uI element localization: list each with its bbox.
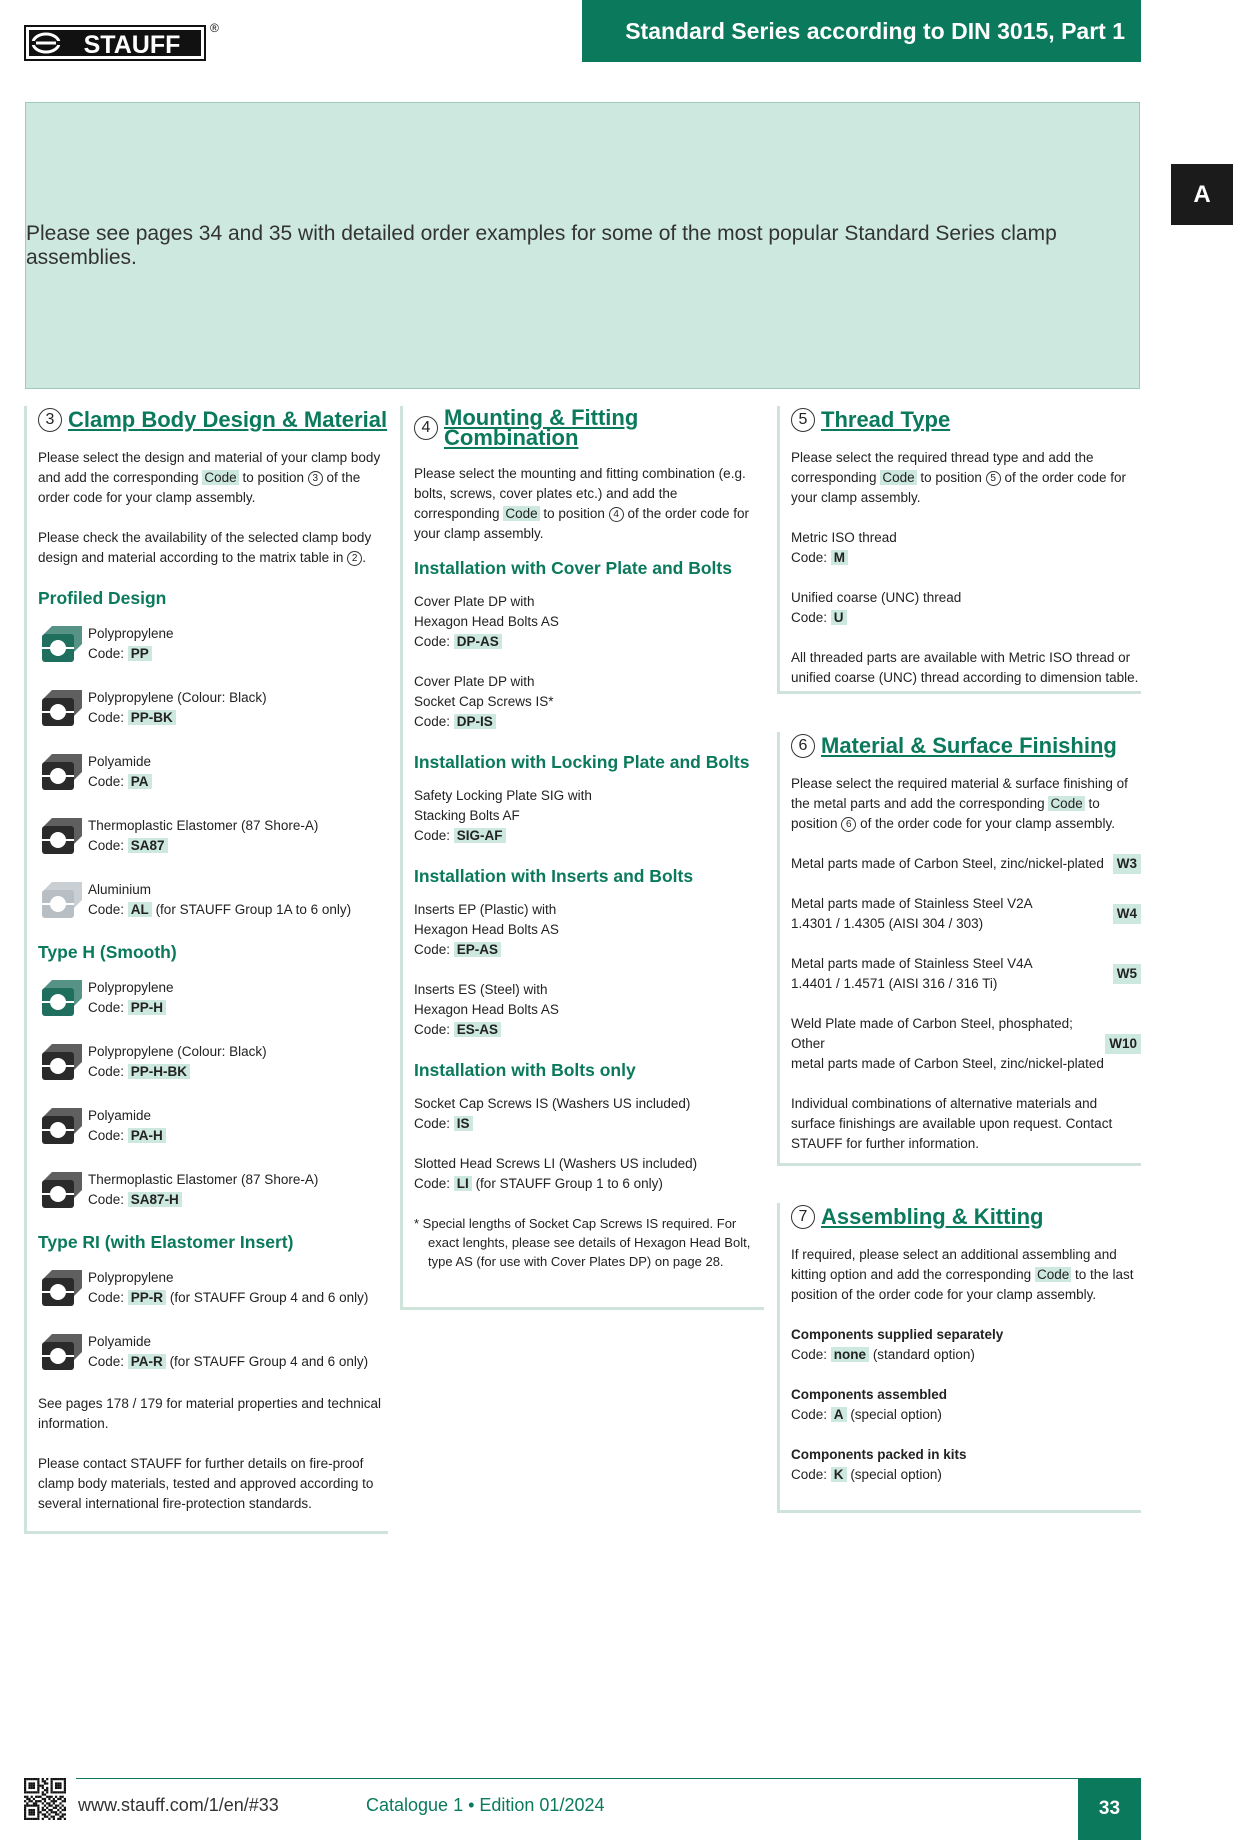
material-line: metal parts made of Carbon Steel, zinc/nickel-plated [791,1056,1104,1071]
option-line: Socket Cap Screws IS (Washers US included) [414,1096,691,1111]
mounting-option [414,980,764,1040]
footer-rule [76,1778,1141,1779]
product-name: Polypropylene [88,980,174,995]
product-code-line [88,644,174,664]
material-list [791,854,1141,1074]
mounting-group-heading: Installation with Cover Plate and Bolts [414,558,732,578]
product-code-line [88,1190,318,1210]
product-text [88,1170,318,1210]
code-label: Code: [88,1064,125,1079]
assembling-label: Components supplied separately [791,1327,1004,1342]
product-item [38,1168,388,1212]
section-intro: Please select the required thread type and add the corresponding Code to position 5 of the order code for your clamp assembly. [791,450,1127,505]
material-line: Metal parts made of Stainless Steel V4A [791,956,1033,971]
product-code: PP-R [128,1290,166,1305]
section-title: Assembling & Kitting [821,1204,1044,1229]
product-code: AL [128,902,152,917]
product-item [38,814,388,858]
section-number: 7 [791,1205,815,1229]
code-label: Code: [791,550,828,565]
material-code: W5 [1113,964,1141,984]
mounting-option [414,786,764,846]
code-label: Code: [791,1347,828,1362]
section-thread-type [777,406,1141,694]
mounting-group-heading: Installation with Locking Plate and Bolts [414,752,750,772]
assembling-list [791,1325,1141,1485]
product-item [38,878,388,922]
code-label: Code: [791,610,828,625]
section-clamp-body [24,406,388,1534]
section-intro: If required, please select an additional assembling and kitting option and add the corresponding Code to the last position of the order code for your clamp assembly. [791,1247,1134,1302]
section-intro: Please select the mounting and fitting combination (e.g. bolts, screws, cover plates etc.) and add the corresponding Code to position 4 of the order code for your clamp assembly. [414,466,750,541]
availability-note: Please check the availability of the selected clamp body design and material according to the matrix table in 2 . [38,530,372,565]
product-item [38,1330,388,1374]
product-code: PP-H [128,1000,166,1015]
assembling-code-line [791,1465,1141,1485]
product-code: PP-H-BK [128,1064,190,1079]
thread-code-line [791,548,1141,568]
type-ri-list [38,1266,388,1374]
section-number: 3 [38,408,62,432]
product-item [38,976,388,1020]
profiled-design-list [38,622,388,922]
section-title: Clamp Body Design & Material [68,407,388,432]
thread-list [791,528,1141,628]
assembling-code-line [791,1405,1141,1425]
option-code: EP-AS [454,942,501,957]
clamp-body-icon [38,814,84,858]
material-option [791,894,1141,934]
section-number: 4 [414,416,438,440]
code-label: Code: [414,942,451,957]
fire-proof-note: Please contact STAUFF for further details on fire-proof clamp body materials, tested and approved according to several international fire-protection standards. [38,1456,374,1511]
option-code: DP-IS [454,714,496,729]
mounting-option [414,1154,764,1194]
option-note: (for STAUFF Group 1 to 6 only) [475,1176,663,1191]
clamp-body-icon [38,1330,84,1374]
header-title-bar [582,0,1141,62]
clamp-body-icon [38,1168,84,1212]
code-label: Code: [88,710,125,725]
product-item [38,1104,388,1148]
option-code: IS [454,1116,473,1131]
assembling-code: A [831,1407,847,1422]
section-title: Mounting & Fitting Combination [444,405,639,450]
code-label: Code: [414,828,451,843]
product-text [88,978,174,1018]
section-number: 5 [791,408,815,432]
material-option [791,1014,1141,1074]
footer-catalogue: Catalogue 1 • Edition 01/2024 [366,1795,605,1815]
section-title: Material & Surface Finishing [821,733,1117,758]
option-code-line [414,940,764,960]
section-heading [414,405,764,450]
type-h-heading: Type H (Smooth) [38,942,177,962]
section-heading [38,408,388,432]
assembling-code: none [831,1347,869,1362]
product-code: PA-H [128,1128,166,1143]
product-name: Polyamide [88,1334,152,1349]
option-line: Cover Plate DP with [414,594,535,609]
option-line: Inserts EP (Plastic) with [414,902,557,917]
mounting-option [414,900,764,960]
qr-code[interactable] [24,1778,66,1820]
clamp-body-icon [38,686,84,730]
product-item [38,1266,388,1310]
assembling-label: Components packed in kits [791,1447,967,1462]
product-code: SA87 [128,838,168,853]
type-h-list [38,976,388,1212]
code-label: Code: [414,1116,451,1131]
section-title: Thread Type [821,407,951,432]
material-text [791,854,1104,874]
footnote: * Special lengths of Socket Cap Screws IS required. For exact lenghts, please see details of Hexagon Head Bolt, type AS (for use with Cover Plates DP) on page 28. [414,1216,751,1269]
thread-code: M [831,550,848,565]
code-label: Code: [414,1176,451,1191]
mounting-groups [414,558,764,1194]
code-label: Code: [88,838,125,853]
product-text [88,816,318,856]
product-item [38,686,388,730]
product-text [88,1332,368,1372]
page-number-label: 33 [1098,1798,1121,1819]
option-code: DP-AS [454,634,502,649]
svg-text:STAUFF: STAUFF [83,31,181,59]
product-name: Aluminium [88,882,152,897]
material-line: Weld Plate made of Carbon Steel, phosphated; Other [791,1016,1073,1051]
material-note: Individual combinations of alternative materials and surface finishings are available upon request. Contact STAUFF for further information. [791,1096,1113,1151]
product-item [38,1040,388,1084]
section-number: 6 [791,734,815,758]
code-label: Code: [791,1467,828,1482]
product-item [38,622,388,666]
product-code: PP-BK [128,710,176,725]
mounting-option [414,672,764,732]
product-code-line [88,708,267,728]
section-tab-label: A [1193,180,1211,208]
product-item [38,750,388,794]
product-code-line [88,998,174,1018]
product-code-line [88,1352,368,1372]
svg-text:®: ® [210,21,219,35]
product-code: PP [128,646,152,661]
material-code: W4 [1113,904,1141,924]
code-label: Code: [88,646,125,661]
assembling-note: (standard option) [872,1347,975,1362]
material-option [791,954,1141,994]
code-label: Code: [88,774,125,789]
thread-code: U [831,610,847,625]
product-code: PA [128,774,152,789]
product-code-line [88,1062,267,1082]
option-code-line [414,1020,764,1040]
mounting-option [414,592,764,652]
section-intro: Please select the required material & surface finishing of the metal parts and add the corresponding Code to position 6 of the order code for your clamp assembly. [791,776,1128,831]
option-line: Stacking Bolts AF [414,808,520,823]
clamp-body-icon [38,878,84,922]
product-name: Polypropylene [88,626,174,641]
product-note: (for STAUFF Group 4 and 6 only) [169,1290,369,1305]
assembling-code-line [791,1345,1141,1365]
option-code-line [414,712,764,732]
section-mounting [400,406,764,1310]
material-line: 1.4301 / 1.4305 (AISI 304 / 303) [791,916,984,931]
material-text [791,894,1033,934]
option-line: Slotted Head Screws LI (Washers US included) [414,1156,698,1171]
stauff-logo [24,20,220,62]
profiled-design-heading: Profiled Design [38,588,167,608]
option-code: ES-AS [454,1022,501,1037]
section-heading [791,734,1141,758]
product-text [88,1106,166,1146]
product-note: (for STAUFF Group 4 and 6 only) [169,1354,369,1369]
thread-name: Unified coarse (UNC) thread [791,590,962,605]
material-code: W3 [1113,854,1141,874]
product-text [88,1042,267,1082]
assembling-option [791,1385,1141,1425]
option-line: Hexagon Head Bolts AS [414,922,559,937]
code-label: Code: [88,1128,125,1143]
footer-url-link[interactable]: www.stauff.com/1/en/#33 [78,1795,279,1815]
assembling-code: K [831,1467,847,1482]
code-label: Code: [414,1022,451,1037]
mounting-group-heading: Installation with Bolts only [414,1060,636,1080]
option-code: SIG-AF [454,828,506,843]
code-label: Code: [791,1407,828,1422]
material-text [791,1014,1105,1074]
section-tab[interactable] [1171,164,1233,225]
clamp-body-icon [38,1040,84,1084]
header-title: Standard Series according to DIN 3015, Part 1 [625,17,1125,44]
assembling-option [791,1445,1141,1485]
material-line: 1.4401 / 1.4571 (AISI 316 / 316 Ti) [791,976,998,991]
thread-code-line [791,608,1141,628]
clamp-body-icon [38,1104,84,1148]
code-label: Code: [414,634,451,649]
product-text [88,1268,368,1308]
product-name: Polyamide [88,754,152,769]
option-code: LI [454,1176,472,1191]
product-code-line [88,1288,368,1308]
material-line: Metal parts made of Stainless Steel V2A [791,896,1033,911]
product-text [88,880,351,920]
product-code-line [88,900,351,920]
product-code: SA87-H [128,1192,182,1207]
material-pages-note: See pages 178 / 179 for material properties and technical information. [38,1396,381,1431]
order-examples-banner [25,102,1140,389]
thread-name: Metric ISO thread [791,530,897,545]
clamp-body-icon [38,622,84,666]
banner-text: Please see pages 34 and 35 with detailed order examples for some of the most popular Standard Series clamp assemblies. [26,221,1057,269]
section-material-finishing [777,732,1141,1166]
section-intro: Please select the design and material of your clamp body and add the corresponding Code to position 3 of the order code for your clamp assembly. [38,450,381,505]
page-number [1078,1778,1141,1840]
option-line: Cover Plate DP with [414,674,535,689]
material-option [791,854,1141,874]
product-note: (for STAUFF Group 1A to 6 only) [155,902,352,917]
product-name: Polypropylene (Colour: Black) [88,690,267,705]
assembling-note: (special option) [850,1407,942,1422]
assembling-note: (special option) [850,1467,942,1482]
product-name: Polypropylene (Colour: Black) [88,1044,267,1059]
product-name: Polyamide [88,1108,152,1123]
thread-option [791,528,1141,568]
option-line: Safety Locking Plate SIG with [414,788,592,803]
material-text [791,954,1033,994]
product-code-line [88,1126,166,1146]
assembling-option [791,1325,1141,1365]
section-heading [791,408,1141,432]
product-code: PA-R [128,1354,166,1369]
clamp-body-icon [38,750,84,794]
clamp-body-icon [38,1266,84,1310]
code-label: Code: [88,902,125,917]
product-name: Thermoplastic Elastomer (87 Shore-A) [88,1172,319,1187]
code-label: Code: [88,1000,125,1015]
option-code-line [414,632,764,652]
product-text [88,624,174,664]
assembling-label: Components assembled [791,1387,948,1402]
option-code-line [414,826,764,846]
code-label: Code: [88,1354,125,1369]
material-line: Metal parts made of Carbon Steel, zinc/nickel-plated [791,856,1104,871]
mounting-group-heading: Installation with Inserts and Bolts [414,866,694,886]
code-label: Code: [88,1192,125,1207]
mounting-option [414,1094,764,1134]
option-line: Hexagon Head Bolts AS [414,614,559,629]
product-name: Polypropylene [88,1270,174,1285]
option-line: Hexagon Head Bolts AS [414,1002,559,1017]
code-label: Code: [414,714,451,729]
code-label: Code: [88,1290,125,1305]
section-assembling [777,1203,1141,1513]
option-code-line [414,1114,764,1134]
option-line: Socket Cap Screws IS* [414,694,554,709]
type-ri-heading: Type RI (with Elastomer Insert) [38,1232,294,1252]
section-heading [791,1205,1141,1229]
product-name: Thermoplastic Elastomer (87 Shore-A) [88,818,319,833]
product-text [88,688,267,728]
product-code-line [88,836,318,856]
thread-option [791,588,1141,628]
thread-note: All threaded parts are available with Metric ISO thread or unified coarse (UNC) thread according to dimension table. [791,650,1139,685]
product-text [88,752,152,792]
material-code: W10 [1105,1034,1141,1054]
option-line: Inserts ES (Steel) with [414,982,548,997]
option-code-line [414,1174,764,1194]
clamp-body-icon [38,976,84,1020]
product-code-line [88,772,152,792]
